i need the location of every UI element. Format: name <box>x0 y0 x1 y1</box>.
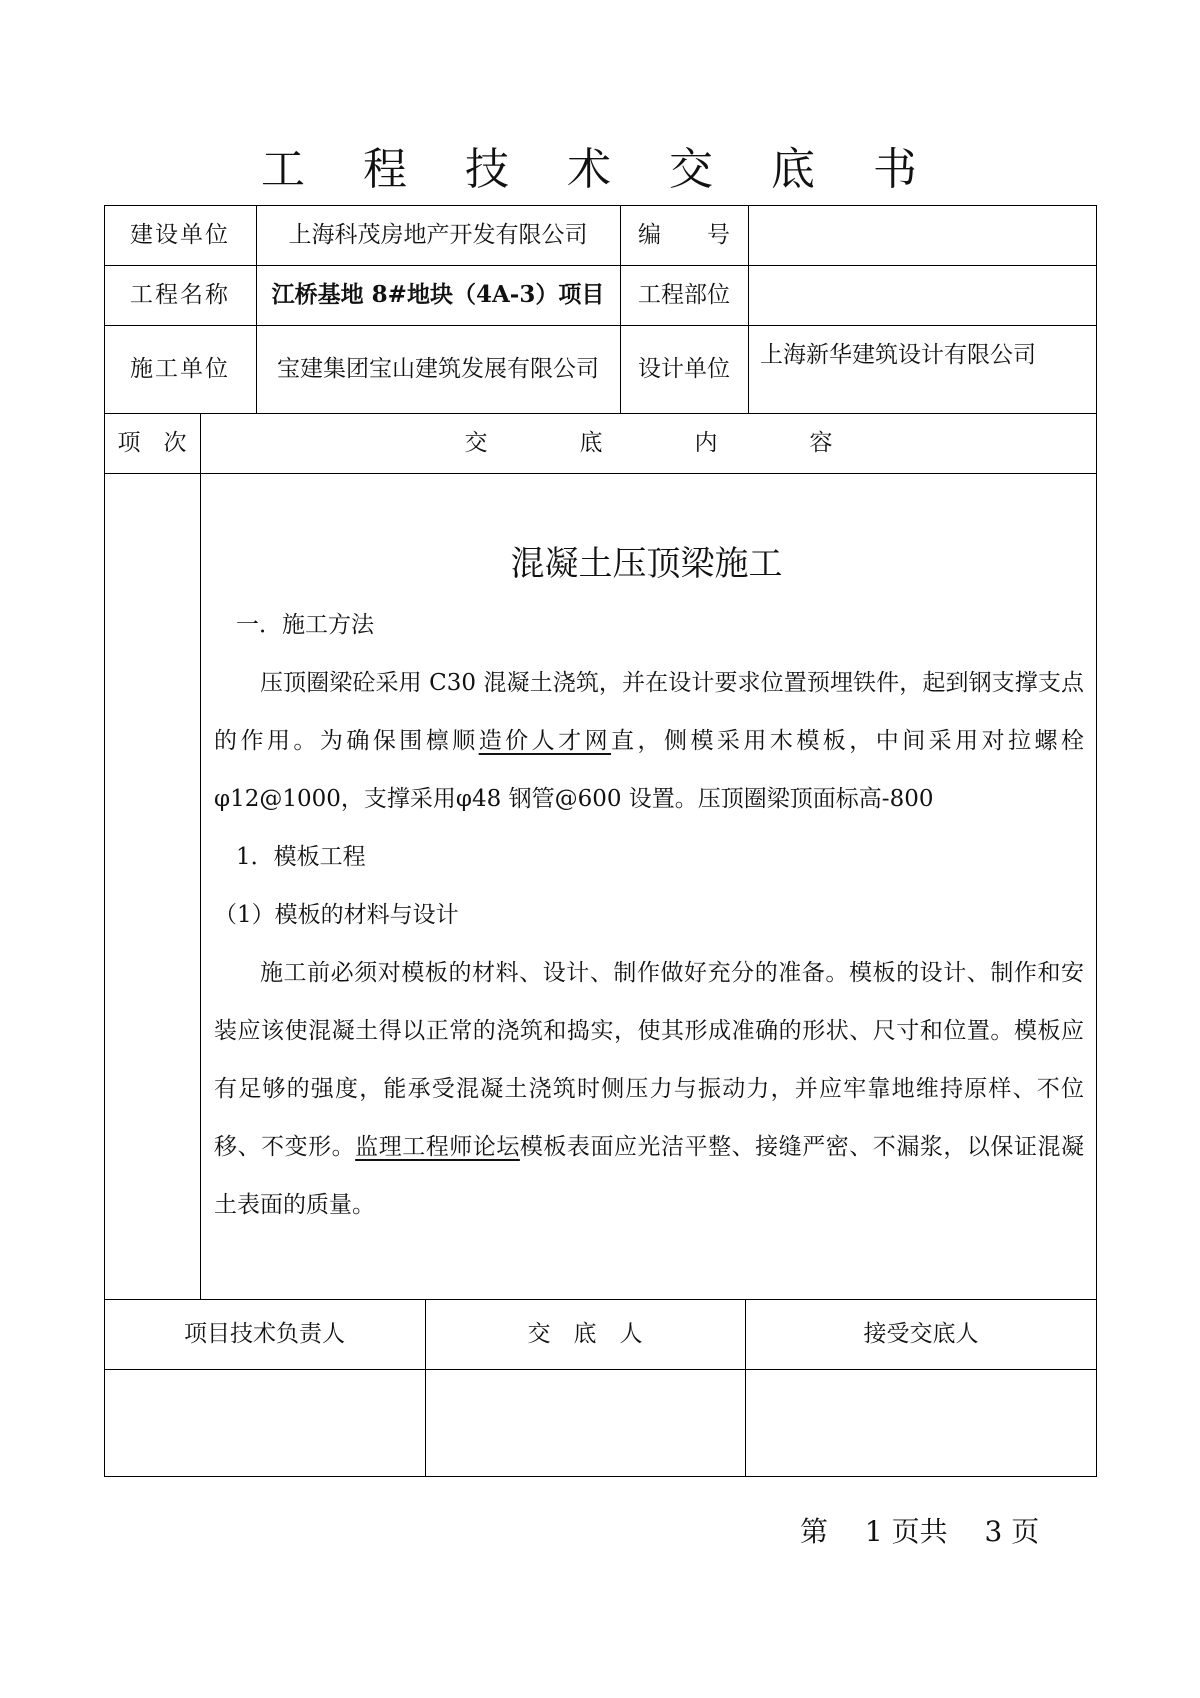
build-unit-value: 上海科茂房地产开发有限公司 <box>288 222 588 248</box>
design-unit-value: 上海新华建筑设计有限公司 <box>760 342 1036 368</box>
number-label: 编 号 <box>638 222 730 248</box>
col-divider <box>748 205 749 413</box>
formwork-paragraph <box>214 944 1084 1234</box>
tech-lead-label: 项目技术负责人 <box>184 1321 345 1347</box>
section-1-title: 一．施工方法 <box>236 612 374 638</box>
build-unit-label: 建设单位 <box>130 222 230 248</box>
project-name-label: 工程名称 <box>130 282 230 308</box>
item-column-header: 项 次 <box>117 430 187 456</box>
project-part-label: 工程部位 <box>638 282 730 308</box>
project-part-value <box>760 265 1090 325</box>
row-divider <box>104 473 1097 474</box>
content-column-header: 交 底 内 容 <box>464 430 833 456</box>
method-text-2: 直，侧模采用木模板，中间采用对拉螺栓φ12@1000，支撑采用φ48 钢管@600 设置。压顶圈梁顶面标高-800 <box>214 728 1084 812</box>
method-text-1: 压顶圈梁砼采用 C30 混凝土浇筑，并在设计要求位置预埋铁件，起到钢支撑支点的作用。为确保围檩顺 <box>214 670 1084 754</box>
design-unit-label: 设计单位 <box>638 356 730 382</box>
construction-unit-value: 宝建集团宝山建筑发展有限公司 <box>277 356 599 382</box>
content-heading: 混凝土压顶梁施工 <box>510 544 783 584</box>
formwork-material-title: （1）模板的材料与设计 <box>214 902 459 928</box>
construction-unit-label: 施工单位 <box>130 356 230 382</box>
receiver-label: 接受交底人 <box>863 1321 979 1347</box>
formwork-text-2: 模板表面应光洁平整、接缝严密、不漏浆，以保证混凝土表面的质量。 <box>214 1134 1085 1218</box>
supervisor-forum-link[interactable]: 监理工程师论坛 <box>355 1134 520 1160</box>
document-title: 工 程 技 术 交 底 书 <box>261 144 939 195</box>
formwork-text-1: 施工前必须对模板的材料、设计、制作做好充分的准备。模板的设计、制作和安装应该使混凝土得以正常的浇筑和捣实，使其形成准确的形状、尺寸和位置。模板应有足够的强度，能承受混凝土浇筑时侧压力与振动力，并应牢靠地维持原样、不位移、不变形。 <box>214 960 1084 1160</box>
row-divider <box>104 1369 1097 1370</box>
project-name-value: 江桥基地 8#地块（4A-3）项目 <box>271 281 605 308</box>
talent-network-link[interactable]: 造价人才网 <box>478 728 612 754</box>
formwork-title: 1．模板工程 <box>236 844 366 870</box>
discloser-label: 交 底 人 <box>527 1321 643 1347</box>
number-value <box>760 205 1090 265</box>
method-paragraph <box>214 654 1084 828</box>
page-number: 第 1 页共 3 页 <box>800 1515 1040 1548</box>
